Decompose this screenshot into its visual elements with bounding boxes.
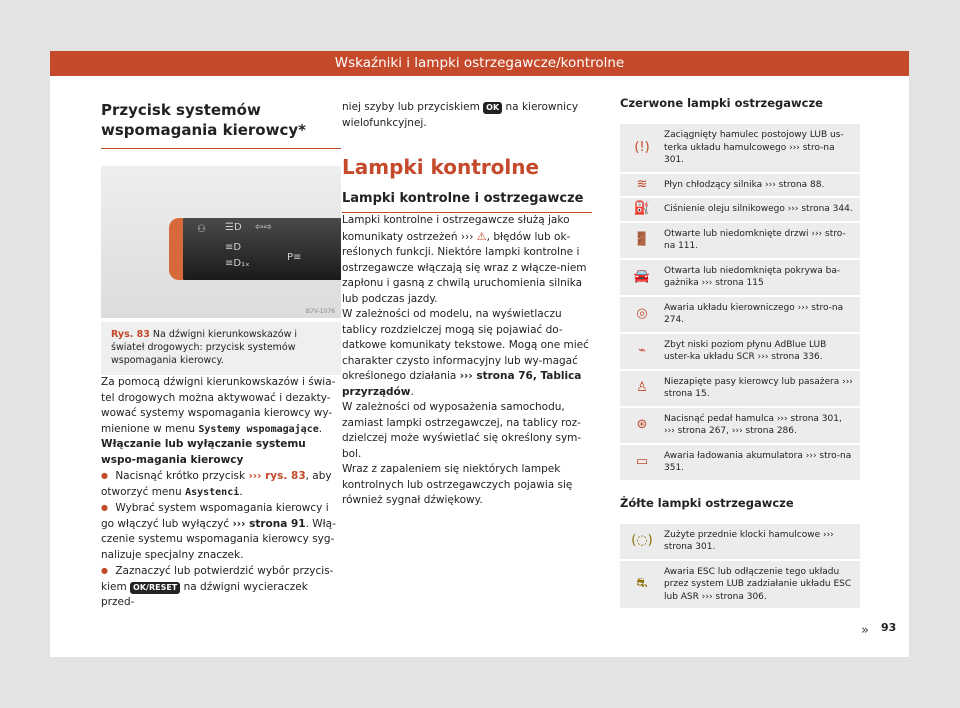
parking-light-icon: P≡ (287, 252, 302, 263)
table-row (620, 445, 860, 480)
lamp-description: Otwarte lub niedomknięte drzwi ››› stro-na 111. (664, 223, 860, 258)
page-ref-link[interactable]: ››› strona 76, Tablica przyrządów (342, 370, 582, 398)
low-beam-icon: ≡D (225, 242, 242, 253)
bullet-text: , aby otworzyć menu (101, 470, 332, 498)
driver-assist-button (169, 218, 183, 280)
menu-name: Asystenci (185, 486, 240, 498)
warning-lamp-icon: 🚪 (620, 223, 664, 258)
lamp-description: Zaciągnięty hamulec postojowy LUB us-terka układu hamulcowego ››› stro-na 301. (664, 124, 860, 172)
table-row (620, 408, 860, 443)
subsection-title: Lampki kontrolne i ostrzegawcze (342, 191, 592, 213)
page-ref-link[interactable]: ››› strona 91 (232, 517, 306, 530)
bullet-end: . (239, 485, 243, 498)
table-row (620, 561, 860, 609)
figure-ref-link[interactable]: ››› rys. 83 (248, 470, 306, 482)
list-item (101, 468, 341, 500)
paragraph: W zależności od wyposażenia samochodu, zamiast lampki ostrzegawczej, na tablicy roz-dzielczej może wyświetlać się określony sym-bol. (342, 401, 582, 460)
intro-text: Za pomocą dźwigni kierunkowskazów i świa-tel drogowych można aktywować i dezakty-wować systemy wspomagania kierowcy wy-mienione w menu (101, 376, 336, 435)
warning-lamp-icon: ♙ (620, 371, 664, 406)
warning-triangle-icon: ⚠ (476, 229, 487, 243)
fog-light-icon: ≡D₁ₓ (225, 258, 250, 269)
chapter-title: Lampki kontrolne (342, 155, 540, 179)
bullet-text: na dźwigni wycieraczek przed- (101, 580, 308, 608)
lamp-description: Otwarta lub niedomknięta pokrywa ba-gażnika ››› strona 115 (664, 260, 860, 295)
section-title: Przycisk systemów wspomagania kierowcy* (101, 100, 341, 149)
table-row (620, 297, 860, 332)
list-item (101, 500, 341, 563)
red-lamps-table (620, 122, 860, 482)
table-row (620, 223, 860, 258)
continuation-paragraph (342, 100, 592, 131)
warning-lamp-icon: 🚘 (620, 260, 664, 295)
column-middle (342, 100, 592, 509)
bullet-text: . Włą-czenie systemu wspomagania kierowcy syg-nalizuje specjalny znaczek. (101, 517, 336, 561)
lamp-description: Płyn chłodzący silnika ››› strona 88. (664, 174, 860, 197)
table-row (620, 198, 860, 221)
bullet-text: Nacisnąć krótko przycisk (115, 470, 246, 482)
warning-lamp-icon: ▭ (620, 445, 664, 480)
warning-lamp-icon: (!) (620, 124, 664, 172)
driver-assist-icon: ⚇ (197, 224, 206, 235)
table-row (620, 524, 860, 559)
lamp-description: Zużyte przednie klocki hamulcowe ››› strona 301. (664, 524, 860, 559)
warning-lamp-icon: ≋ (620, 174, 664, 197)
subheading: Włączanie lub wyłączanie systemu wspo-magania kierowcy (101, 438, 306, 466)
lamp-description: Awaria ładowania akumulatora ››› stro-na 351. (664, 445, 860, 480)
bullet-text: Wybrać system wspomagania kierowcy i go włączyć lub wyłączyć (101, 502, 329, 530)
list-item (101, 563, 341, 611)
figure-code: B7V-1076 (305, 308, 335, 315)
warning-lamp-icon: ⛐ (620, 561, 664, 609)
paragraph (342, 307, 592, 400)
warning-lamp-icon: (◌) (620, 524, 664, 559)
table-row (620, 124, 860, 172)
figure-stalk (101, 166, 341, 318)
cont-text: na kierownicy wielofunkcyjnej. (342, 101, 579, 129)
continued-marker: » (861, 623, 869, 638)
warning-lamp-icon: ◎ (620, 297, 664, 332)
menu-name: Systemy wspomagające (198, 423, 319, 435)
manual-page (50, 51, 909, 657)
table-row (620, 334, 860, 369)
yellow-lamps-title: Żółte lampki ostrzegawcze (620, 495, 794, 510)
figure-caption (101, 322, 341, 375)
bullet-text: Zaznaczyć lub potwierdzić wybór przycis-kiem (101, 565, 334, 593)
red-lamps-title: Czerwone lampki ostrzegawcze (620, 96, 823, 110)
warning-lamp-icon: ⛽ (620, 198, 664, 221)
para-end: . (410, 385, 414, 398)
ok-reset-key-icon: OK/RESET (130, 582, 180, 594)
table-row (620, 174, 860, 197)
page-number: 93 (881, 621, 897, 634)
caption-text: Na dźwigni kierunkowskazów i świateł drogowych: przycisk systemów wspomagania kierowcy. (111, 329, 298, 366)
caption-label: Rys. 83 (111, 329, 150, 340)
warning-lamp-icon: ⊛ (620, 408, 664, 443)
cont-text: niej szyby lub przyciskiem (342, 101, 480, 113)
paragraph: Wraz z zapaleniem się niektórych lampek kontrolnych lub ostrzegawczych pojawia się również sygnał dźwiękowy. (342, 463, 573, 506)
table-row (620, 260, 860, 295)
lamp-description: Awaria układu kierowniczego ››› stro-na 274. (664, 297, 860, 332)
table-row (620, 371, 860, 406)
lamp-description: Awaria ESC lub odłączenie tego układu przez system LUB zadziałanie układu ESC lub ASR ››› strona 306. (664, 561, 860, 609)
lamp-description: Nacisnąć pedał hamulca ››› strona 301, ››› strona 267, ››› strona 286. (664, 408, 860, 443)
ok-key-icon: OK (483, 102, 502, 114)
paragraph (342, 213, 592, 307)
column-right (620, 76, 860, 610)
intro-end: . (318, 422, 323, 435)
turn-signal-icon: ⇦⇨ (255, 222, 272, 233)
lamp-description: Ciśnienie oleju silnikowego ››› strona 344. (664, 198, 860, 221)
intro-paragraph (101, 375, 341, 437)
para-text: Lampki kontrolne i ostrzegawcze służą jako komunikaty ostrzeżeń ››› (342, 214, 570, 243)
headlight-icon: ☰D (225, 222, 242, 233)
page-header: Wskaźniki i lampki ostrzegawcze/kontrolne (50, 51, 909, 76)
yellow-lamps-table (620, 522, 860, 611)
lamp-description: Zbyt niski poziom płynu AdBlue LUB uster-ka układu SCR ››› strona 336. (664, 334, 860, 369)
column-left (101, 76, 341, 611)
para-text: W zależności od modelu, na wyświetlaczu tablicy rozdzielczej mogą się pojawiać do-datkowe komunikaty tekstowe. Mogą one mieć charakter czysto informacyjny lub wy-magać określonego działania (342, 308, 589, 382)
para-text: , błędów lub ok-reślonych funkcji. Niektóre lampki kontrolne i ostrzegawcze włączają się wraz z włącze-niem zapłonu i gasną z chwilą uruchomienia silnika lub podczas jazdy. (342, 230, 587, 305)
warning-lamp-icon: ⌁ (620, 334, 664, 369)
lamp-description: Niezapięte pasy kierowcy lub pasażera ››› strona 15. (664, 371, 860, 406)
